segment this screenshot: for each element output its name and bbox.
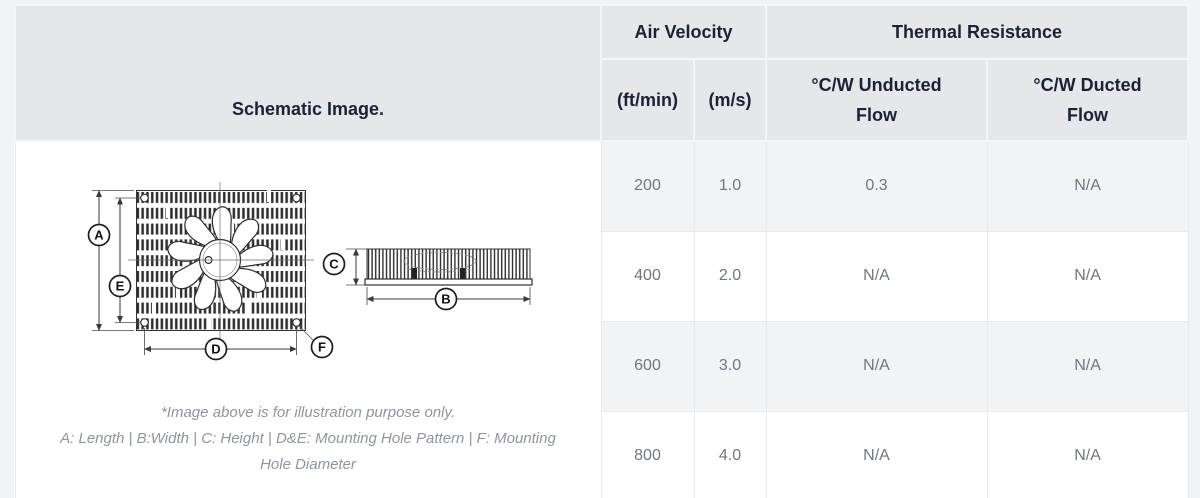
heatsink-side-view <box>365 249 532 285</box>
column-header-ducted <box>987 59 1188 141</box>
cell-ft-min: 400 <box>601 231 694 321</box>
svg-text:D: D <box>210 341 221 357</box>
dimension-label-c <box>323 254 344 275</box>
cell-unducted: 0.3 <box>766 141 987 231</box>
thermal-resistance-group-header: Thermal Resistance <box>766 5 1188 59</box>
cell-ducted: N/A <box>987 321 1188 411</box>
dimension-f <box>298 325 333 358</box>
cell-ducted: N/A <box>987 141 1188 231</box>
cell-m-s: 2.0 <box>694 231 766 321</box>
column-header-m-s: (m/s) <box>694 59 766 141</box>
dimension-a <box>88 191 134 331</box>
thermal-resistance-table <box>14 4 1189 498</box>
dimension-label-a <box>88 225 109 246</box>
column-header-unducted <box>766 59 987 141</box>
dimension-label-d <box>205 339 226 360</box>
dimension-label-f <box>311 337 332 358</box>
cell-ducted: N/A <box>987 231 1188 321</box>
column-header-unducted-label: °C/W Unducted Flow <box>811 75 942 125</box>
cell-unducted: N/A <box>766 231 987 321</box>
svg-text:C: C <box>328 256 339 272</box>
caption-legend: A: Length | B:Width | C: Height | D&E: Mounting Hole Pattern | F: Mounting Hole Diameter <box>60 430 556 473</box>
schematic-cell <box>15 141 601 498</box>
svg-text:A: A <box>93 227 104 243</box>
cell-ft-min: 800 <box>601 411 694 498</box>
cell-unducted: N/A <box>766 321 987 411</box>
cell-ft-min: 600 <box>601 321 694 411</box>
svg-text:B: B <box>440 291 451 307</box>
schematic-column-header: Schematic Image. <box>15 5 601 141</box>
dimension-b <box>367 287 530 310</box>
cell-m-s: 1.0 <box>694 141 766 231</box>
cell-m-s: 3.0 <box>694 321 766 411</box>
cell-unducted: N/A <box>766 411 987 498</box>
air-velocity-group-header: Air Velocity <box>601 5 766 59</box>
dimension-label-b <box>435 289 456 310</box>
column-header-ducted-label: °C/W Ducted Flow <box>1033 75 1142 125</box>
column-header-ft-min: (ft/min) <box>601 59 694 141</box>
table-row <box>15 141 1188 231</box>
svg-text:F: F <box>317 339 326 355</box>
heatsink-schematic-drawing <box>16 142 601 380</box>
dimension-c <box>323 249 367 285</box>
cell-ft-min: 200 <box>601 141 694 231</box>
cell-ducted: N/A <box>987 411 1188 498</box>
dimension-label-e <box>109 276 130 297</box>
heatsink-top-view <box>128 182 314 339</box>
svg-text:E: E <box>115 278 124 294</box>
cell-m-s: 4.0 <box>694 411 766 498</box>
caption-note: *Image above is for illustration purpose only. <box>160 404 456 421</box>
schematic-caption <box>16 400 601 478</box>
dimension-d <box>144 328 296 360</box>
